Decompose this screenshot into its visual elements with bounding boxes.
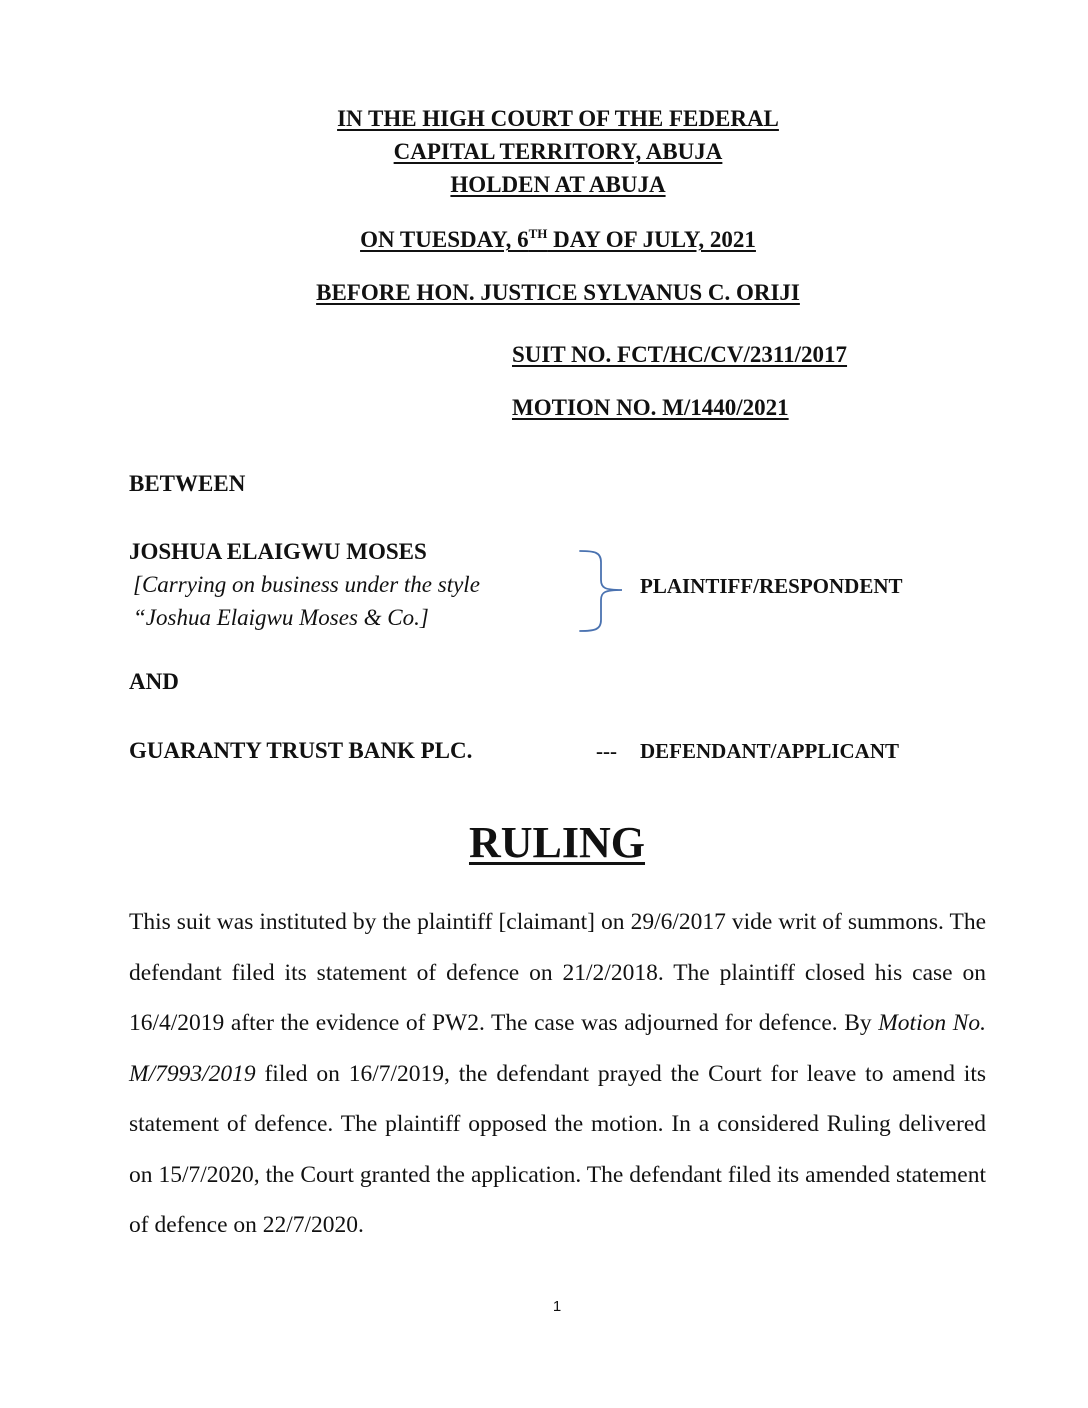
between-label: BETWEEN <box>129 471 246 496</box>
plaintiff-name: JOSHUA ELAIGWU MOSES <box>129 539 427 564</box>
curly-brace-icon <box>576 548 628 634</box>
and-label: AND <box>129 669 179 694</box>
judge-line: BEFORE HON. JUSTICE SYLVANUS C. ORIJI <box>316 280 800 305</box>
body-text-part-2: filed on 16/7/2019, the defendant prayed the Court for leave to amend its statement of defence. The plaintiff opposed the motion. In a considered Ruling delivered on 15/7/2020, the Court granted the application. The defendant filed its amended statement of defence on 22/7/2020. <box>129 1060 986 1238</box>
defendant-separator: --- <box>596 739 617 763</box>
suit-number: SUIT NO. FCT/HC/CV/2311/2017 <box>512 342 848 367</box>
plaintiff-role: PLAINTIFF/RESPONDENT <box>640 574 903 598</box>
body-paragraph <box>129 897 986 1251</box>
body-text-part-1: This suit was instituted by the plaintiff [claimant] on 29/6/2017 vide writ of summons. The defendant filed its statement of defence on 21/2/2018. The plaintiff closed his case on 16/4/2019 after the evidence of PW2. The case was adjourned for defence. By <box>129 909 986 1036</box>
date-ordinal: TH <box>528 226 548 241</box>
court-location-line: HOLDEN AT ABUJA <box>450 172 666 197</box>
plaintiff-style-line-2: “Joshua Elaigwu Moses & Co.] <box>133 605 429 630</box>
page-number: 1 <box>552 1298 562 1315</box>
court-name-line-1: IN THE HIGH COURT OF THE FEDERAL <box>337 106 779 131</box>
court-name-line-2: CAPITAL TERRITORY, ABUJA <box>393 139 723 164</box>
motion-reference: Motion No. M/7993/2019 <box>129 1010 986 1087</box>
date-prefix: ON TUESDAY, 6 <box>360 227 529 252</box>
defendant-role: DEFENDANT/APPLICANT <box>640 739 900 763</box>
ruling-date <box>0 227 1088 253</box>
document-title: RULING <box>468 818 646 867</box>
motion-number: MOTION NO. M/1440/2021 <box>512 395 789 420</box>
date-suffix: DAY OF JULY, 2021 <box>547 227 756 252</box>
plaintiff-style-line-1: [Carrying on business under the style <box>133 572 480 597</box>
defendant-name: GUARANTY TRUST BANK PLC. <box>129 738 473 763</box>
